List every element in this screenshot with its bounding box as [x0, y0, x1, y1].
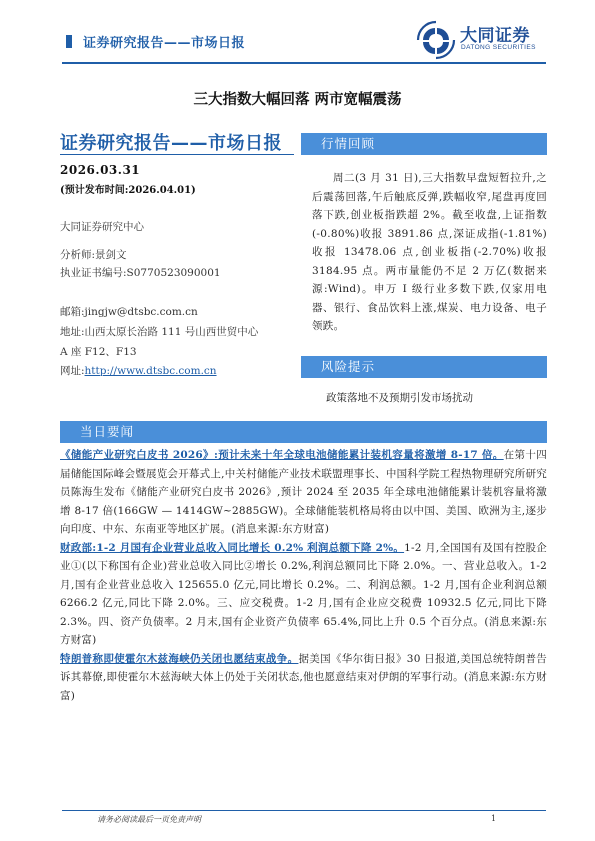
- publish-time: (预计发布时间:2026.04.01): [60, 185, 196, 196]
- address-line-1: 地址:山西太原长治路 111 号山西世贸中心: [60, 326, 259, 338]
- news-body: 在第十四届储能国际峰会暨展览会开幕式上,中关村储能产业技术联盟理事长、中国科学院工程热物理研究所研究员陈海生发布《储能产业研究白皮书 2026》,预计 2024 至 2035 年全球电池储能累计装机容量将激增 8-17 倍(166GW — 1414GW~2885GW)。全球储能装机格局将由以中国、美国、欧洲为主,逐步向印度、中东、东南亚等地区扩展。(消息来源:东方财富): [60, 449, 547, 535]
- market-review-text: 周二(3 月 31 日),三大指数早盘短暂拉升,之后震荡回落,午后触底反弹,跌幅收窄,尾盘再度回落下跌,创业板指跌超 2%。截至收盘,上证指数(-0.80%)收报 3891.86 点,深证成指(-1.81%)收报 13478.06 点,创业板指(-2.70%)收报 3184.95 点。两市量能仍不足 2 万亿(数据来源:Wind)。申万 I 级行业多数下跌,仅家用电器、银行、食品饮料上涨,煤炭、电力设备、电子领跌。: [312, 172, 547, 332]
- report-main-title: 三大指数大幅回落 两市宽幅震荡: [193, 92, 402, 108]
- news-item: [60, 650, 547, 706]
- news-item: [60, 446, 547, 539]
- contact-email: 邮箱:jingjw@dtsbc.com.cn: [60, 306, 198, 318]
- logo-english-name: DATONG SECURITIES: [461, 44, 536, 51]
- disclaimer-note: 请务必阅读最后一页免责声明: [97, 815, 201, 824]
- analyst-name: 分析师:景剑文: [60, 249, 127, 261]
- address-line-2: A 座 F12、F13: [60, 346, 137, 358]
- certificate-number: 执业证书编号:S0770523090001: [60, 267, 221, 279]
- header-divider: [62, 62, 546, 64]
- website-link[interactable]: http://www.dtsbc.com.cn: [84, 365, 217, 377]
- report-date: 2026.03.31: [60, 163, 141, 177]
- news-body: 据美国《华尔街日报》30 日报道,美国总统特朗普告诉其幕僚,即使霍尔木兹海峡大体上仍处于关闭状态,他也愿意结束对伊朗的军事行动。(消息来源:东方财富): [60, 652, 547, 702]
- news-body: 1-2 月,全国国有及国有控股企业①(以下称国有企业)营业总收入同比②增长 0.2%,利润总额同比下降 2.0%。一、营业总收入。1-2 月,国有企业营业总收入 125655.0 亿元,同比增长 0.2%。二、利润总额。1-2 月,国有企业利润总额 6266.2 亿元,同比下降 2.0%。三、应交税费。1-2 月,国有企业应交税费 10932.5 亿元,同比下降 2.3%。四、资产负债率。2 月末,国有企业资产负债率 65.4%,同比上升 0.5 个百分点。(消息来源:东方财富): [60, 541, 547, 646]
- report-type-label: 证券研究报告——市场日报: [60, 133, 282, 154]
- news-headline: 财政部:1-2 月国有企业营业总收入同比增长 0.2% 利润总额下降 2%。: [60, 541, 405, 554]
- datong-logo-icon: [415, 20, 457, 60]
- website-label: 网址:: [60, 365, 85, 377]
- news-headline: 《储能产业研究白皮书 2026》:预计未来十年全球电池储能累计装机容量将激增 8-17 倍。: [60, 449, 504, 461]
- company-logo: [415, 20, 550, 60]
- news-headline: 特朗普称即使霍尔木兹海峡仍关闭也愿结束战争。: [60, 652, 299, 665]
- footer-divider: [62, 810, 546, 811]
- daily-news-list: [60, 446, 547, 705]
- page-number: 1: [491, 814, 497, 823]
- section-header-risk: 风险提示: [301, 356, 547, 378]
- website-row: [60, 363, 217, 378]
- section-header-market-review: 行情回顾: [301, 133, 547, 155]
- header-report-title: 证券研究报告——市场日报: [83, 36, 246, 51]
- risk-warning-text: 政策落地不及预期引发市场扰动: [326, 392, 473, 404]
- header-accent-mark: [66, 35, 72, 48]
- section-header-daily-news: 当日要闻: [60, 421, 547, 443]
- logo-chinese-name: 大同证券: [460, 26, 530, 46]
- left-column-divider: [60, 154, 294, 155]
- news-item: [60, 539, 547, 650]
- research-institute: 大同证券研究中心: [60, 221, 144, 233]
